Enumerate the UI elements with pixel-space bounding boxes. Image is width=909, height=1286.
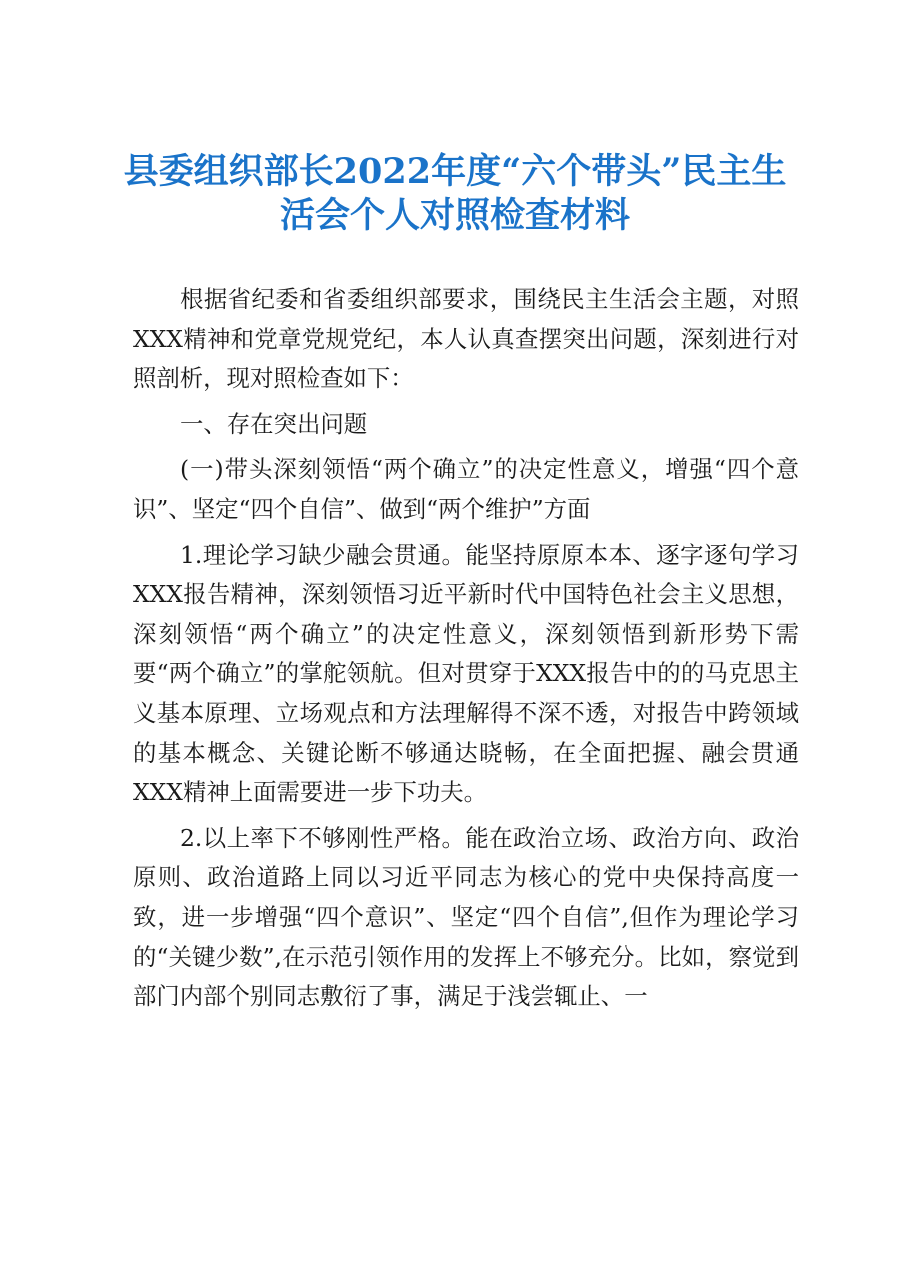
intro-paragraph: 根据省纪委和省委组织部要求，围绕民主生活会主题，对照XXX精神和党章党规党纪，本人认真查摆突出问题，深刻进行对照剖析，现对照检查如下： — [133, 285, 799, 393]
document-title-line-1: 县委组织部长2022年度“六个带头”民主生 — [123, 151, 787, 192]
document-title-line-2: 活会个人对照检查材料 — [279, 195, 630, 236]
item-2-paragraph: 2.以上率下不够刚性严格。能在政治立场、政治方向、政治原则、政治道路上同以习近平同志为核心的党中央保持高度一致，进一步增强“四个意识”、坚定“四个自信”,但作为理论学习的“关键少数”,在示范引领作用的发挥上不够充分。比如，察觉到部门内部个别同志敷衍了事，满足于浅尝辄止、一 — [133, 823, 799, 1011]
item-1-paragraph: 1.理论学习缺少融会贯通。能坚持原原本本、逐字逐句学习XXX报告精神，深刻领悟习近平新时代中国特色社会主义思想，深刻领悟“两个确立”的决定性意义，深刻领悟到新形势下需要“两个确立”的掌舵领航。但对贯穿于XXX报告中的的马克思主义基本原理、立场观点和方法理解得不深不透，对报告中跨领域的基本概念、关键论断不够通达晓畅，在全面把握、融会贯通XXX精神上面需要进一步下功夫。 — [133, 540, 799, 807]
document-body — [133, 280, 799, 1017]
subsection-heading: (一)带头深刻领悟“两个确立”的决定性意义，增强“四个意识”、坚定“四个自信”、做到“两个维护”方面 — [133, 455, 799, 523]
section-heading: 一、存在突出问题 — [180, 409, 368, 438]
